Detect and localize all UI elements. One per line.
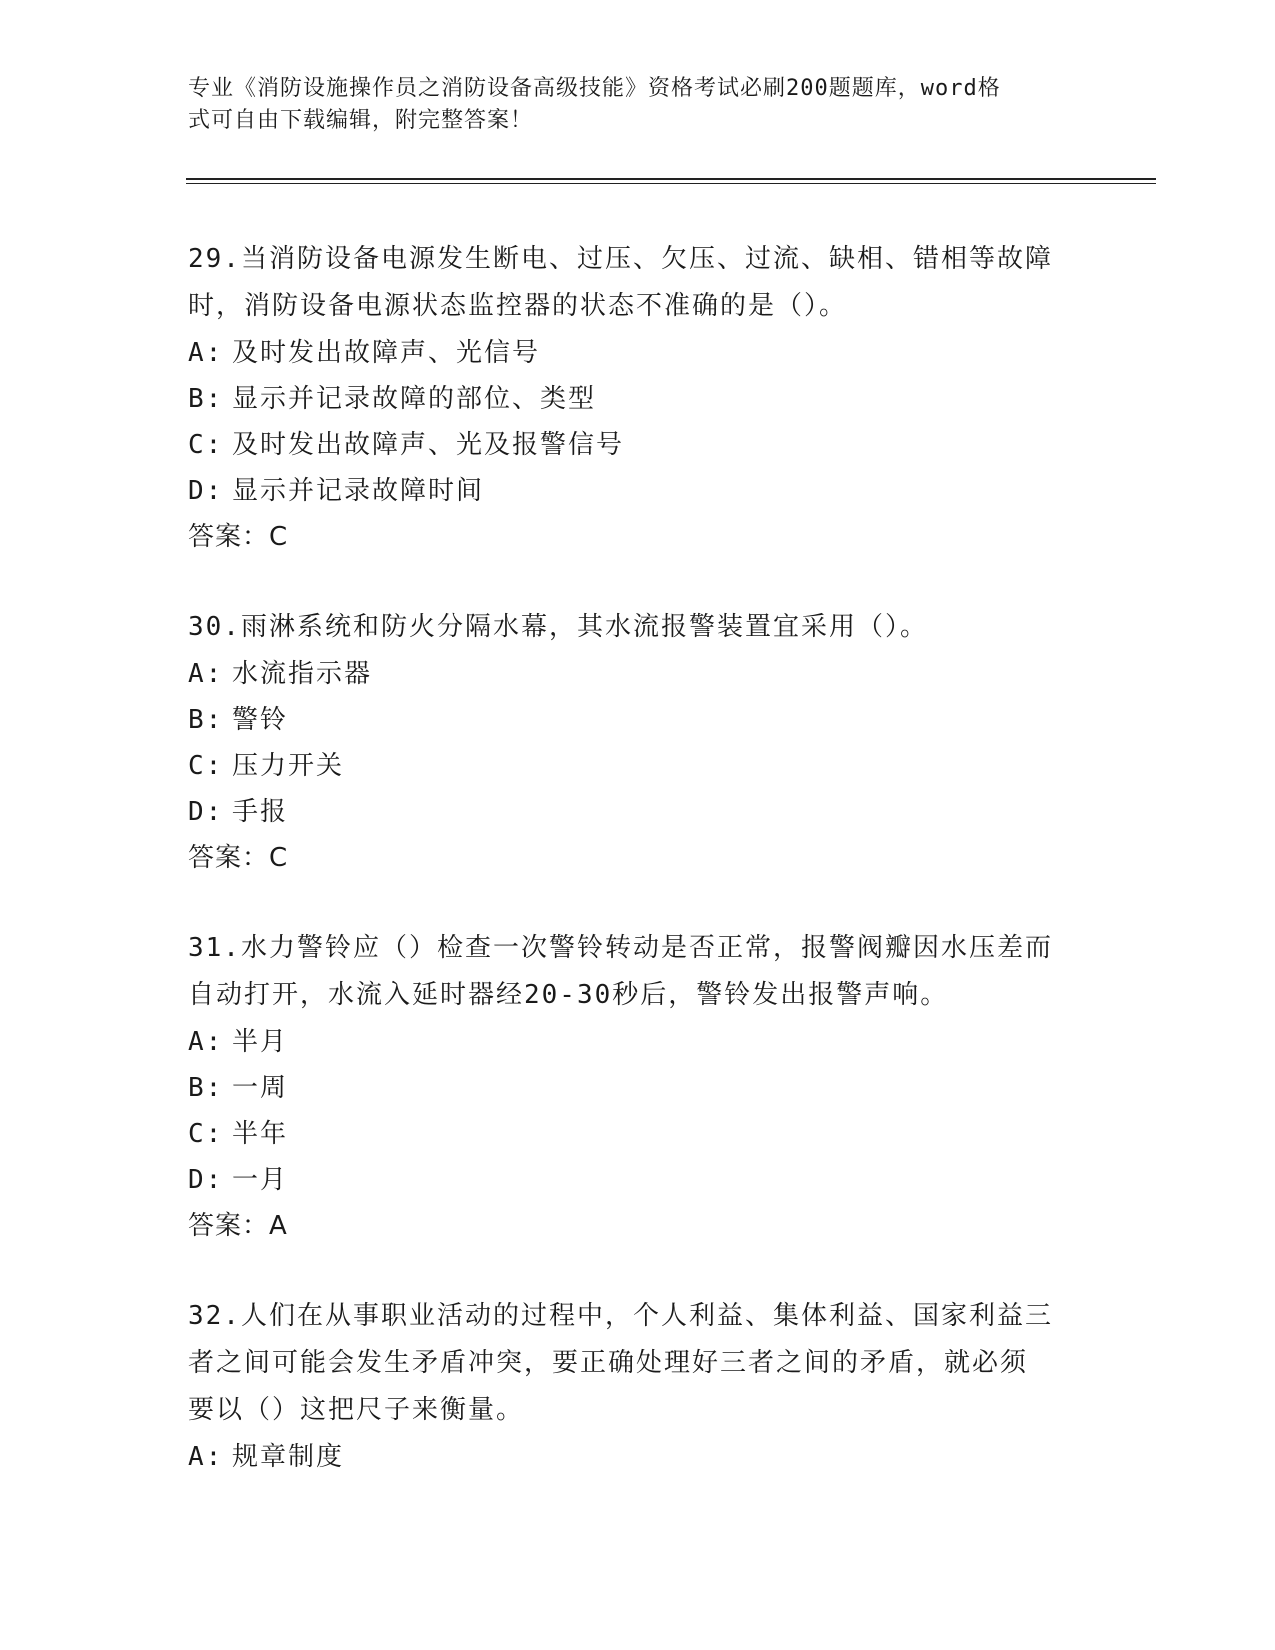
option-text: 显示并记录故障时间 [232, 476, 485, 506]
option-text: 显示并记录故障的部位、类型 [232, 384, 597, 414]
question-30 [188, 604, 1088, 881]
option-text: 规章制度 [232, 1442, 345, 1472]
option-label: A: [188, 338, 224, 368]
option-text: 及时发出故障声、光信号 [232, 338, 541, 368]
option-b [188, 1065, 1088, 1111]
option-a [188, 651, 1088, 697]
option-d [188, 468, 1088, 514]
option-c [188, 1111, 1088, 1157]
question-stem-line: 自动打开，水流入延时器经20-30秒后，警铃发出报警声响。 [188, 980, 949, 1010]
question-31 [188, 925, 1088, 1249]
option-text: 压力开关 [232, 751, 345, 781]
option-a [188, 330, 1088, 376]
option-label: B: [188, 384, 224, 414]
option-b [188, 697, 1088, 743]
option-c [188, 743, 1088, 789]
option-label: C: [188, 1119, 224, 1149]
question-stem-line: 32.人们在从事职业活动的过程中，个人利益、集体利益、国家利益三 [188, 1301, 1053, 1331]
option-label: A: [188, 1442, 224, 1472]
option-text: 一月 [232, 1165, 289, 1195]
header-divider-thin [186, 183, 1156, 184]
question-stem-line: 29.当消防设备电源发生断电、过压、欠压、过流、缺相、错相等故障 [188, 244, 1053, 274]
header-divider-thick [186, 178, 1156, 180]
option-d [188, 789, 1088, 835]
option-label: C: [188, 751, 224, 781]
question-stem-line: 31.水力警铃应（）检查一次警铃转动是否正常，报警阀瓣因水压差而 [188, 933, 1053, 963]
option-text: 手报 [232, 797, 289, 827]
option-label: C: [188, 430, 224, 460]
option-label: B: [188, 1073, 224, 1103]
option-b [188, 376, 1088, 422]
document-header [188, 73, 1068, 137]
question-stem-line: 要以（）这把尺子来衡量。 [188, 1395, 525, 1425]
option-text: 及时发出故障声、光及报警信号 [232, 430, 625, 460]
option-a [188, 1434, 1088, 1480]
header-line-2: 式可自由下载编辑，附完整答案！ [188, 108, 534, 133]
question-stem-line: 30.雨淋系统和防火分隔水幕，其水流报警装置宜采用（）。 [188, 612, 928, 642]
option-text: 警铃 [232, 705, 289, 735]
option-label: D: [188, 1165, 224, 1195]
option-label: B: [188, 705, 224, 735]
question-stem-line: 时，消防设备电源状态监控器的状态不准确的是（）。 [188, 291, 848, 321]
option-text: 半月 [232, 1027, 289, 1057]
option-label: A: [188, 1027, 224, 1057]
answer-line: 答案：C [188, 843, 289, 873]
answer-line: 答案：C [188, 522, 289, 552]
question-list [188, 236, 1088, 1524]
option-text: 一周 [232, 1073, 289, 1103]
option-text: 半年 [232, 1119, 289, 1149]
question-stem-line: 者之间可能会发生矛盾冲突，要正确处理好三者之间的矛盾，就必须 [188, 1348, 1029, 1378]
header-line-1: 专业《消防设施操作员之消防设备高级技能》资格考试必刷200题题库，word格 [188, 76, 1001, 101]
option-text: 水流指示器 [232, 659, 373, 689]
option-label: A: [188, 659, 224, 689]
option-d [188, 1157, 1088, 1203]
question-29 [188, 236, 1088, 560]
option-label: D: [188, 797, 224, 827]
question-32 [188, 1293, 1088, 1480]
option-c [188, 422, 1088, 468]
answer-line: 答案：A [188, 1211, 288, 1241]
option-a [188, 1019, 1088, 1065]
option-label: D: [188, 476, 224, 506]
